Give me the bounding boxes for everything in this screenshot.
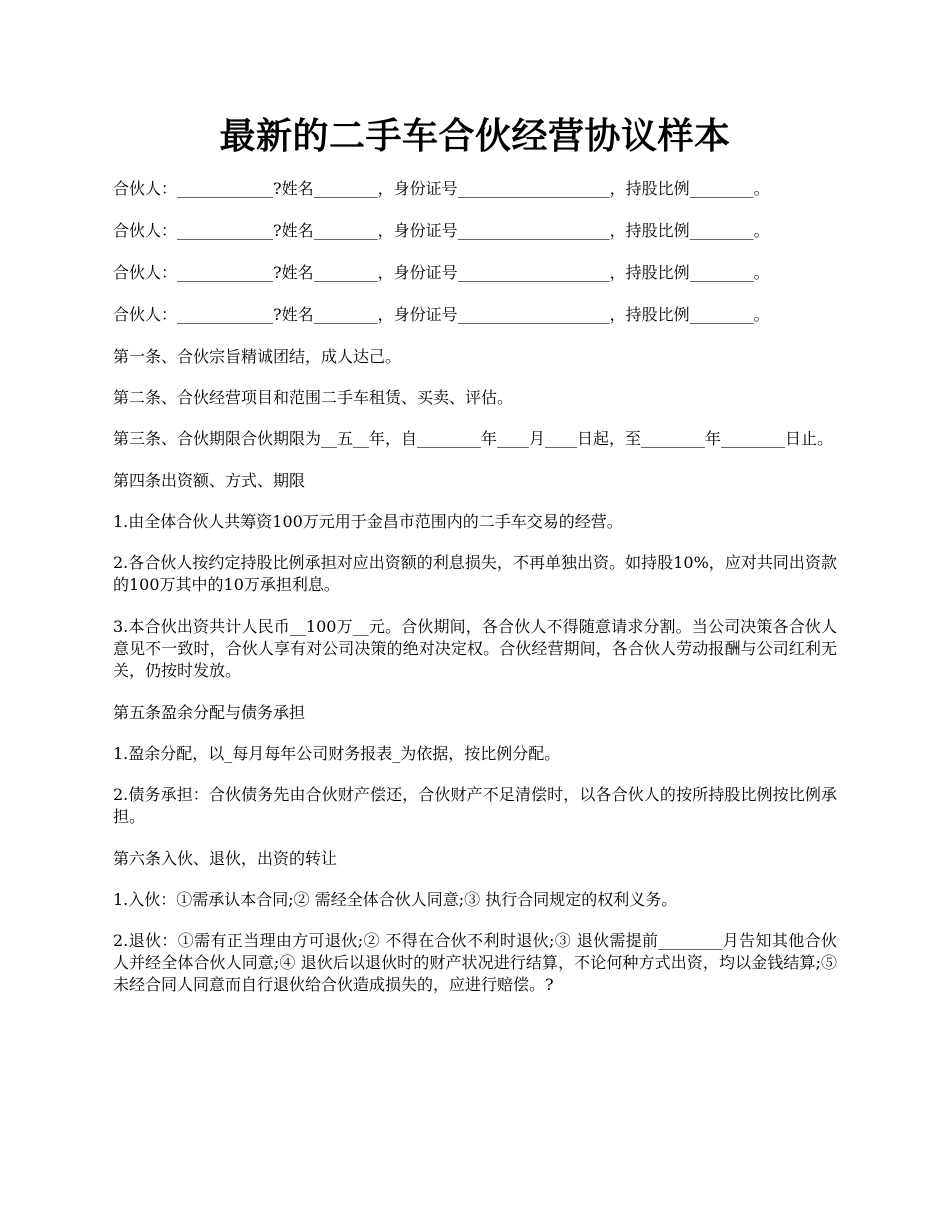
document-body <box>113 178 837 1016</box>
article-5-heading: 第五条盈余分配与债务承担 <box>113 703 306 722</box>
partner-line-2: 合伙人：____________?姓名________，身份证号___________________，持股比例________。 <box>113 221 770 240</box>
partner-line-3: 合伙人：____________?姓名________，身份证号___________________，持股比例________。 <box>113 263 770 282</box>
article-1: 第一条、合伙宗旨精诚团结，成人达己。 <box>113 347 402 366</box>
article-5-item-2: 2.债务承担：合伙债务先由合伙财产偿还，合伙财产不足清偿时，以各合伙人的按所持股比例按比例承担。 <box>113 785 837 826</box>
partner-line-1: 合伙人：____________?姓名________，身份证号___________________，持股比例________。 <box>113 179 770 198</box>
document-title: 最新的二手车合伙经营协议样本 <box>219 116 731 157</box>
article-6-item-1: 1.入伙：①需承认本合同;② 需经全体合伙人同意;③ 执行合同规定的权利义务。 <box>113 890 678 909</box>
article-6-item-2: 2.退伙：①需有正当理由方可退伙;② 不得在合伙不利时退伙;③ 退伙需提前________月告知其他合伙人并经全体合伙人同意;④ 退伙后以退伙时的财产状况进行结算，不论何种方式出资，均以金钱结算;⑤ 未经合同人同意而自行退伙给合伙造成损失的，应进行赔偿。? <box>113 931 837 994</box>
article-2: 第二条、合伙经营项目和范围二手车租赁、买卖、评估。 <box>113 388 514 407</box>
article-4-item-1: 1.由全体合伙人共筹资100万元用于金昌市范围内的二手车交易的经营。 <box>113 512 623 531</box>
partner-line-4: 合伙人：____________?姓名________，身份证号___________________，持股比例________。 <box>113 305 770 324</box>
article-4-item-2: 2.各合伙人按约定持股比例承担对应出资额的利息损失，不再单独出资。如持股10%，应对共同出资款的100万其中的10万承担利息。 <box>113 553 837 594</box>
article-5-item-1: 1.盈余分配，以_每月每年公司财务报表_为依据，按比例分配。 <box>113 744 561 763</box>
article-4-heading: 第四条出资额、方式、期限 <box>113 471 306 490</box>
article-3: 第三条、合伙期限合伙期限为__五__年，自________年____月____日起，至________年________日止。 <box>113 429 834 448</box>
article-6-heading: 第六条入伙、退伙，出资的转让 <box>113 849 338 868</box>
article-4-item-3: 3.本合伙出资共计人民币__100万__元。合伙期间，各合伙人不得随意请求分割。当公司决策各合伙人意见不一致时，合伙人享有对公司决策的绝对决定权。合伙经营期间，各合伙人劳动报酬与公司红利无关，仍按时发放。 <box>113 617 837 680</box>
